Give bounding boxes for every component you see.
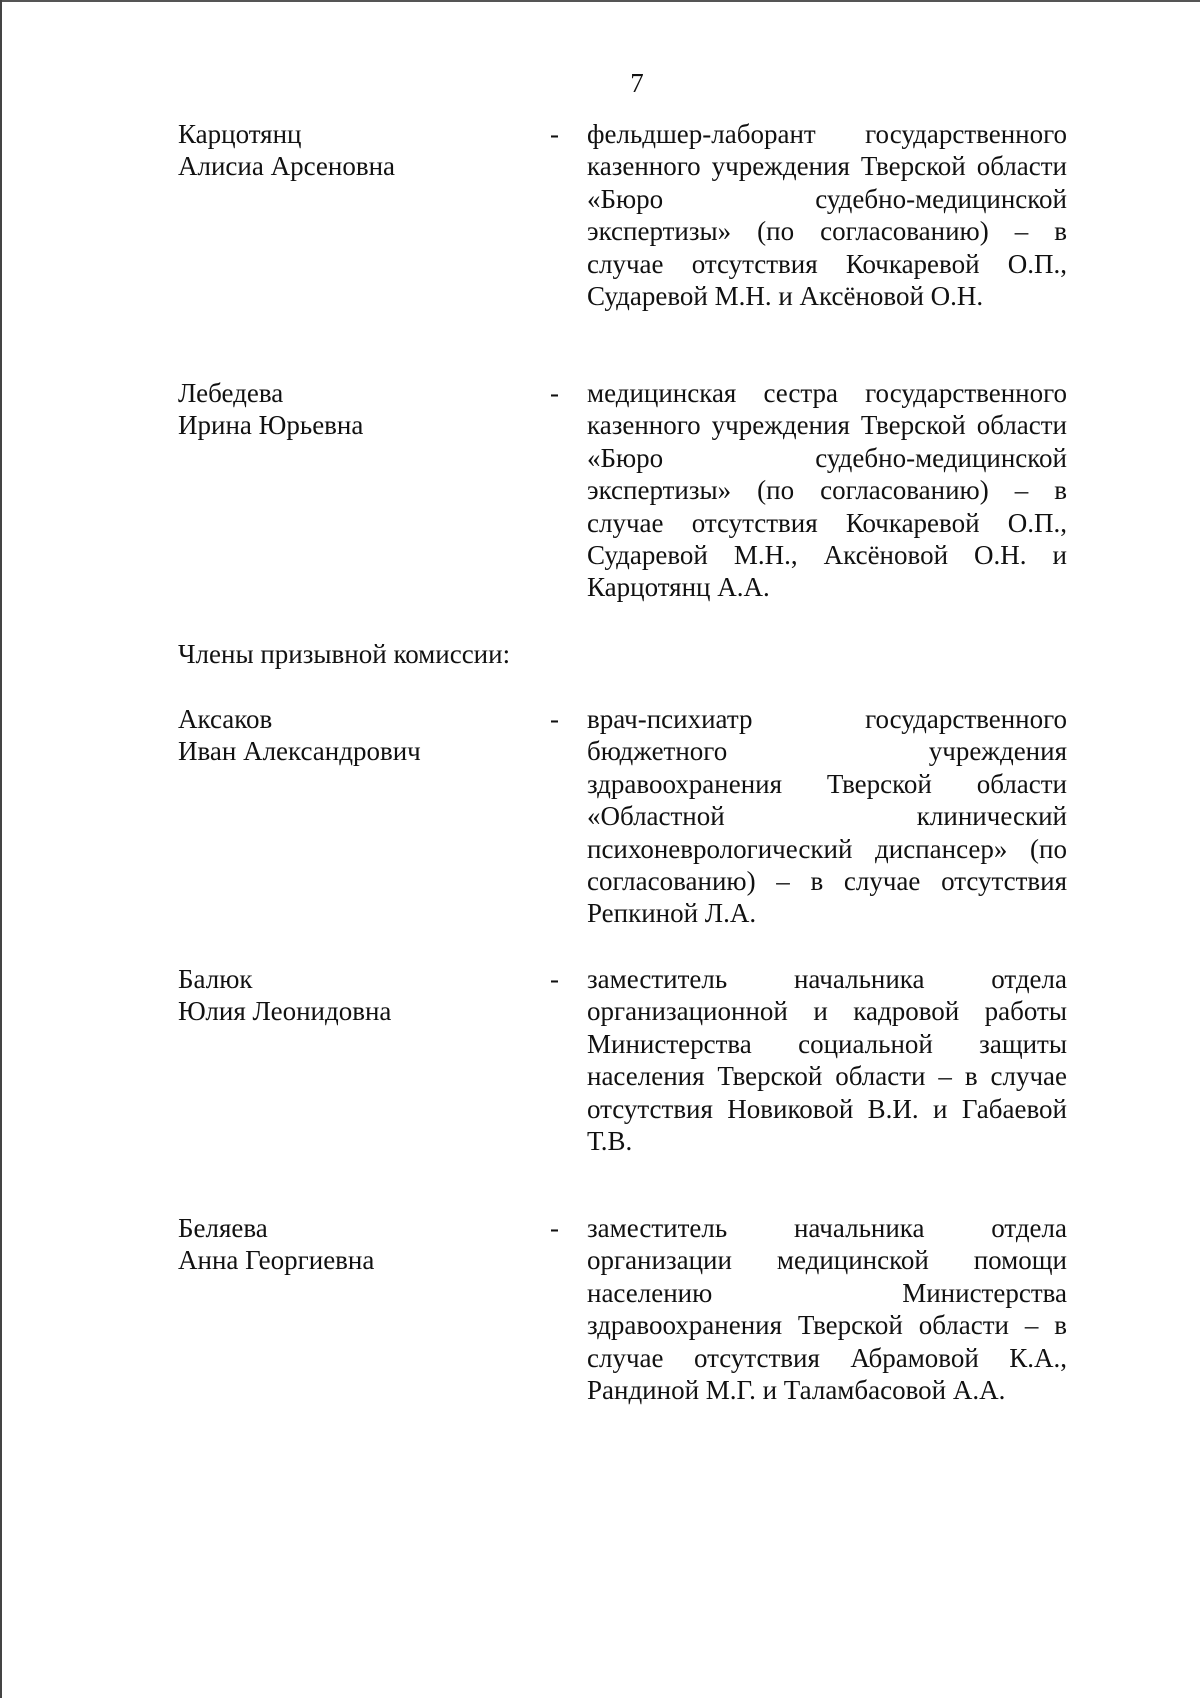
person-name xyxy=(178,118,518,183)
person-name xyxy=(178,703,518,768)
person-given-names: Ирина Юрьевна xyxy=(178,410,364,441)
entry-dash: - xyxy=(550,704,559,734)
person-surname: Аксаков xyxy=(178,704,273,734)
person-position: фельдшер-лаборант государственного казенного учреждения Тверской области «Бюро судебно-медицинской экспертизы» (по согласованию) – в случае отсутствия Кочкаревой О.П., Сударевой М.Н. и Аксёновой О.Н. xyxy=(587,119,1067,312)
person-position: заместитель начальника отдела организационной и кадровой работы Министерства социальной защиты населения Тверской области – в случае отсутствия Новиковой В.И. и Габаевой Т.В. xyxy=(587,964,1067,1157)
entry-dash: - xyxy=(550,964,559,994)
person-given-names: Анна Георгиевна xyxy=(178,1245,375,1276)
scan-edge-left xyxy=(0,0,2,1698)
person-given-names: Иван Александрович xyxy=(178,736,421,767)
scan-edge-top xyxy=(0,0,1200,2)
person-surname: Балюк xyxy=(178,964,253,994)
person-position: врач-психиатр государственного бюджетного учреждения здравоохранения Тверской области «Областной клинический психоневрологический диспансер» (по согласованию) – в случае отсутствия Репкиной Л.А. xyxy=(587,704,1067,929)
person-name xyxy=(178,1212,518,1277)
person-name xyxy=(178,377,518,442)
section-heading-commission-members: Члены призывной комиссии: xyxy=(178,639,511,669)
person-position: заместитель начальника отдела организации медицинской помощи населению Министерства здравоохранения Тверской области – в случае отсутствия Абрамовой К.А., Рандиной М.Г. и Таламбасовой А.А. xyxy=(587,1213,1067,1406)
entry-dash: - xyxy=(550,1213,559,1243)
person-surname: Карцотянц xyxy=(178,119,302,149)
person-surname: Беляева xyxy=(178,1213,268,1243)
page-number: 7 xyxy=(630,68,644,98)
entry-dash: - xyxy=(550,378,559,408)
person-surname: Лебедева xyxy=(178,378,284,408)
person-name xyxy=(178,963,518,1028)
entry-dash: - xyxy=(550,119,559,149)
person-position: медицинская сестра государственного казенного учреждения Тверской области «Бюро судебно-медицинской экспертизы» (по согласованию) – в случае отсутствия Кочкаревой О.П., Сударевой М.Н., Аксёновой О.Н. и Карцотянц А.А. xyxy=(587,378,1067,603)
person-given-names: Алисиа Арсеновна xyxy=(178,151,396,182)
person-given-names: Юлия Леонидовна xyxy=(178,996,392,1027)
